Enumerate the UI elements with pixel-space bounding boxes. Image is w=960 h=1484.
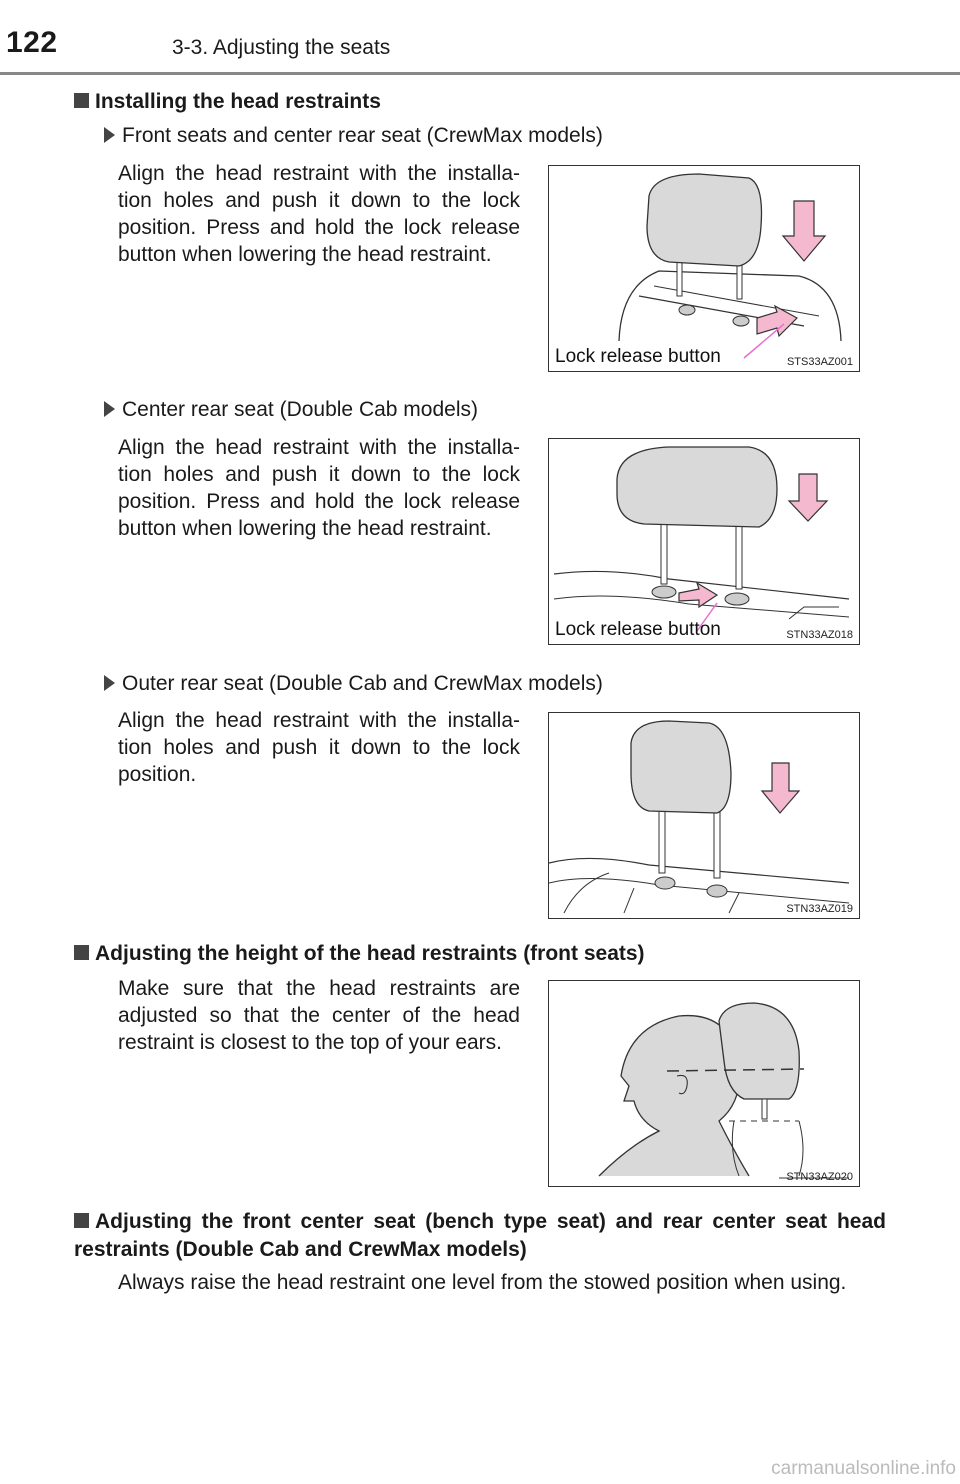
outer-rear-figure (548, 712, 860, 919)
triangle-bullet-icon (104, 127, 115, 143)
figure-code: STN33AZ020 (786, 1171, 853, 1183)
front-seats-illustration (549, 166, 859, 371)
square-bullet-icon (74, 93, 89, 108)
height-illustration (549, 981, 859, 1186)
header-rule (0, 72, 960, 75)
height-text: Make sure that the head restraints are adjusted so that the center of the head restraint is closest to the top of your ears. (118, 977, 520, 1054)
center-rear-text: Align the head restraint with the installa-tion holes and push it down to the lock position. Press and hold the lock release button when lowering the head restraint. (118, 436, 520, 540)
height-heading: Adjusting the height of the head restraints (front seats) (74, 940, 645, 968)
lock-release-label: Lock release button (555, 346, 721, 367)
center-seat-text: Always raise the head restraint one level from the stowed position when using. (118, 1271, 847, 1294)
front-seats-text: Align the head restraint with the installa-tion holes and push it down to the lock position. Press and hold the lock release button when lowering the head restraint. (118, 162, 520, 266)
triangle-bullet-icon (104, 401, 115, 417)
lock-release-label: Lock release button (555, 619, 721, 640)
installing-heading: Installing the head restraints (74, 88, 381, 116)
square-bullet-icon (74, 1213, 89, 1228)
section-title: 3-3. Adjusting the seats (172, 36, 391, 59)
watermark: carmanualsonline.info (771, 1458, 956, 1479)
center-rear-figure (548, 438, 860, 645)
outer-rear-text: Align the head restraint with the installa-tion holes and push it down to the lock position. (118, 709, 520, 786)
center-seat-heading: Adjusting the front center seat (bench type seat) and rear center seat head restraints (Double Cab and CrewMax models) (74, 1210, 886, 1261)
center-rear-subheading: Center rear seat (Double Cab models) (104, 396, 478, 424)
center-rear-illustration (549, 439, 859, 644)
page-number: 122 (6, 26, 58, 59)
square-bullet-icon (74, 945, 89, 960)
outer-rear-illustration (549, 713, 859, 918)
front-seats-subheading: Front seats and center rear seat (CrewMax models) (104, 122, 603, 150)
height-figure (548, 980, 860, 1187)
front-seats-figure (548, 165, 860, 372)
figure-code: STN33AZ018 (786, 629, 853, 641)
figure-code: STS33AZ001 (786, 356, 853, 368)
page-header (0, 0, 960, 74)
figure-code: STN33AZ019 (786, 903, 853, 915)
triangle-bullet-icon (104, 675, 115, 691)
outer-rear-subheading: Outer rear seat (Double Cab and CrewMax models) (104, 670, 603, 698)
